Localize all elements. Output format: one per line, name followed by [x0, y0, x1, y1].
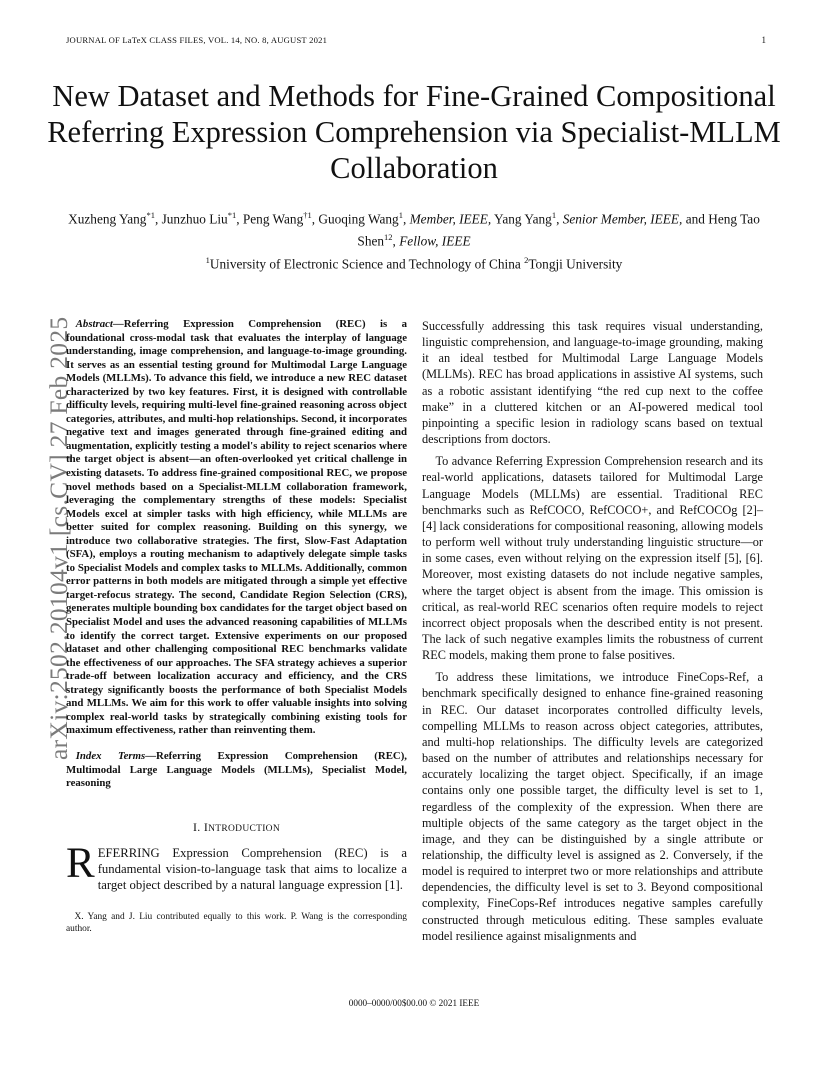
left-column — [66, 318, 407, 935]
arxiv-stamp — [6, 290, 73, 760]
paper-title: New Dataset and Methods for Fine-Grained Compositional Referring Expression Comprehension via Specialist-MLLM Collaboration — [47, 79, 781, 185]
affiliation-1: University of Electronic Science and Technology of China — [209, 256, 521, 272]
index-terms-text: Referring Expression Comprehension (REC), Multimodal Large Language Models (MLLMs), Specialist Model, reasoning — [66, 749, 407, 790]
author-list: Xuzheng Yang$^{*1}$, Junzhuo Liu$^{*1}$, Peng Wang$^{\dagger 1}$, Guoqing Wang$^1$, Member, IEEE, Yang Yang$^1$, Senior Member, IEEE, and Heng Tao Shen$^{12}$, Fellow, IEEE — [68, 210, 760, 249]
intro-lead: EFERRING — [97, 845, 160, 860]
index-terms: Index Terms—Referring Expression Comprehension (REC), Multimodal Large Language Models (MLLMs), Specialist Model, reasoning — [66, 749, 407, 790]
body-paragraph: To address these limitations, we introduce FineCops-Ref, a benchmark specifically designed to enhance fine-grained reasoning in REC. Our dataset incorporates controlled difficulty levels, compelling MLLMs to reason across object categories, attributes, and multi-hop relationships. The difficulty levels are categorized based on the number of attributes and relationships necessary for accurately localizing the target object. Specifically, if an image contains only one possible target, the difficulty level is set to 1, regardless of the complexity of the expression. When there are multiple objects of the same category as the target object in the image, and they can be distinguished by a single attribute or relationship, the difficulty level is assigned as 2. Conversely, if the model is required to interpret two or more relationships and attribute dependencies, the difficulty level is set to 3. Beyond compositional complexity, FineCops-Ref introduces negative samples carefully constructed through meticulous editing. These samples evaluate model resilience against misalignments and — [422, 670, 763, 943]
copyright-line: 0000–0000/00$00.00 © 2021 IEEE — [348, 998, 480, 1008]
affiliation-2: Tongji University — [528, 256, 623, 272]
author-block — [60, 206, 768, 273]
intro-paragraph — [66, 839, 407, 894]
abstract: Abstract—Referring Expression Comprehension (REC) is a foundational cross-modal task that evaluates the interplay of language understanding, image comprehension, and language-to-image grounding. It serves as an essential testing ground for Multimodal Large Language Models (MLLMs). To advance this field, we introduce a new REC dataset characterized by two key features. First, it is designed with controllable difficulty levels, requiring multi-level fine-grained reasoning across object categories, attributes, and multi-hop relationships. Second, it incorporates negative text and images generated through fine-grained editing and augmentation, explicitly testing a model's ability to reject scenarios where the target object is absent—an often-overlooked yet critical challenge in existing datasets. To address fine-grained compositional REC, we propose novel methods based on a Specialist-MLLM collaboration framework, leveraging the complementary strengths of these models: Specialist Models excel at simpler tasks with high efficiency, while MLLMs are better suited for complex reasoning. Building on this synergy, we introduce two collaborative strategies. The first, Slow-Fast Adaptation (SFA), employs a routing mechanism to adaptively delegate simple tasks to Specialist Models and complex tasks to MLLMs. Additionally, common error patterns in both models are mitigated through a simple yet effective target-refocus strategy. The second, Candidate Region Selection (CRS), generates multiple bounding box candidates for the target object based on Specialist Model and uses the advanced reasoning capabilities of MLLMs to identify the correct target. Extensive experiments on our proposed dataset and other challenging compositional REC benchmarks validate the effectiveness of our approaches. The SFA strategy achieves a superior trade-off between localization accuracy and efficiency, and the CRS strategy significantly boosts the performance of both Specialist Models and MLLMs. We aim for this work to offer valuable insights into solving complex real-world tasks by strategically combining existing tools for maximum effectiveness, rather than reinventing them. — [66, 318, 407, 737]
section-title-first: I — [203, 819, 209, 834]
section-title-rest: NTRODUCTION — [208, 823, 280, 834]
drop-cap: R — [66, 839, 95, 887]
right-column — [422, 318, 763, 944]
section-numeral: I. — [193, 819, 201, 834]
arxiv-stamp-text: arXiv:2502.20104v1 [cs.CV] 27 Feb 2025 — [44, 316, 73, 760]
page-number: 1 — [761, 35, 766, 45]
abstract-text: Referring Expression Comprehension (REC) is a foundational cross-modal task that evaluates the interplay of language understanding, image comprehension, and language-to-image grounding. It serves as an essential testing ground for Multimodal Large Language Models (MLLMs). To advance this field, we introduce a new REC dataset characterized by two key features. First, it is designed with controllable difficulty levels, requiring multi-level fine-grained reasoning across object categories, attributes, and multi-hop relationships. Second, it incorporates negative text and images generated through fine-grained editing and augmentation, explicitly testing a model's ability to reject scenarios where the target object is absent—an often-overlooked yet critical challenge in existing datasets. To address fine-grained compositional REC, we propose novel methods based on a Specialist-MLLM collaboration framework, leveraging the complementary strengths of these models: Specialist Models excel at simpler tasks with high efficiency, while MLLMs are better suited for complex reasoning. Building on this synergy, we introduce two collaborative strategies. The first, Slow-Fast Adaptation (SFA), employs a routing mechanism to adaptively delegate simple tasks to Specialist Models and complex tasks to MLLMs. Additionally, common error patterns in both models are mitigated through a simple yet effective target-refocus strategy. The second, Candidate Region Selection (CRS), generates multiple bounding box candidates for the target object based on Specialist Model and uses the advanced reasoning capabilities of MLLMs to identify the correct target. Extensive experiments on our proposed dataset and other challenging compositional REC benchmarks validate the effectiveness of our approaches. The SFA strategy achieves a superior trade-off between localization accuracy and efficiency, and the CRS strategy significantly boosts the performance of both Specialist Models and MLLMs. We aim for this work to offer valuable insights into solving complex real-world tasks by strategically combining existing tools for maximum effectiveness, rather than reinventing them. — [66, 318, 407, 737]
footnote: X. Yang and J. Liu contributed equally to this work. P. Wang is the corresponding author. — [66, 912, 407, 935]
section-heading-introduction — [66, 819, 407, 837]
body-paragraph: Successfully addressing this task requires visual understanding, linguistic comprehension, and language-to-image grounding, making it an ideal testbed for Multimodal Large Language Models (MLLMs). REC has broad applications in assistive AI systems, such as a robotic assistant identifying “the red cup next to the coffee make” in a cluttered kitchen or an AI-powered medical tool pinpointing a specific lesion in radiology scans based on textual descriptions from doctors. — [422, 319, 763, 447]
affiliations: $^1$University of Electronic Science and Technology of China $^2$Tongji University — [205, 254, 623, 272]
body-paragraph: To advance Referring Expression Comprehension research and its real-world applications, datasets tailored for Multimodal Large Language Models (MLLMs) are essential. Traditional REC benchmarks such as RefCOCO, RefCOCO+, and RefCOCOg [2]–[4] lack considerations for compositional reasoning, allowing models to perform well without truly understanding linguistic structure—or in some cases, even without relying on the expression itself [5], [6]. Moreover, most existing datasets do not include negative samples, where the target object is absent from the image. This omission is critical, as real-world REC scenarios often require models to reject incorrect object proposals when the described entity is not present. The lack of such negative examples limits the robustness of current REC models, making them prone to false positives. — [422, 454, 763, 663]
running-head: JOURNAL OF LaTeX CLASS FILES, VOL. 14, NO. 8, AUGUST 2021 — [66, 35, 328, 45]
index-terms-label: Index Terms — [75, 749, 146, 762]
abstract-label: Abstract — [75, 318, 113, 330]
intro-text: Expression Comprehension (REC) is a fundamental vision-to-language task that aims to localize a target object described by a natural language expression [1]. — [97, 845, 407, 893]
